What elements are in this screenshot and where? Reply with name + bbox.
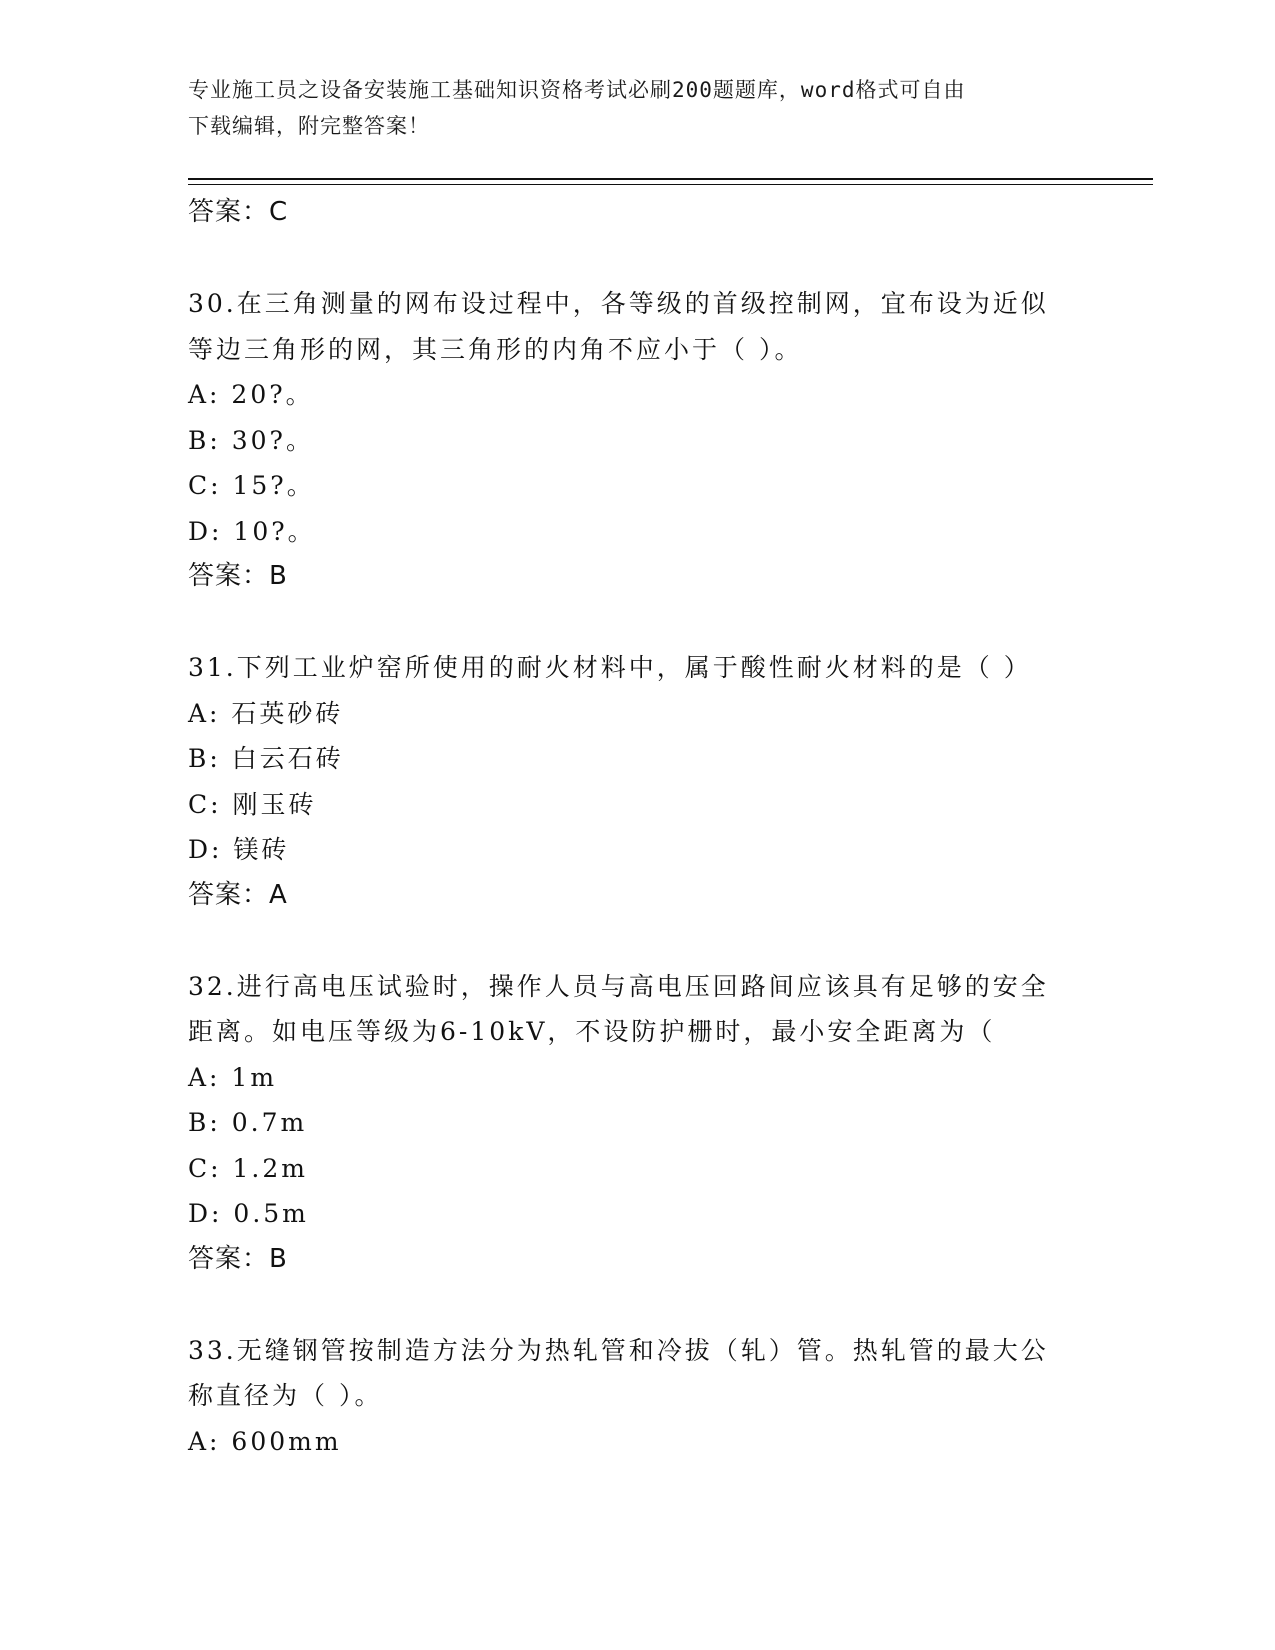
question-31: [188, 645, 1088, 918]
document-header: [188, 72, 1068, 144]
option-d: D: 10?。: [188, 516, 316, 546]
document-body: [188, 190, 1088, 1464]
question-stem-line: 32.进行高电压试验时，操作人员与高电压回路间应该具有足够的安全: [188, 971, 1049, 1001]
question-stem-line: 33.无缝钢管按制造方法分为热轧管和冷拔（轧）管。热轧管的最大公: [188, 1335, 1049, 1365]
option-a: A: 600mm: [188, 1426, 342, 1456]
spacer: [188, 1282, 1088, 1328]
option-c: C: 1.2m: [188, 1153, 308, 1183]
header-line-1: 专业施工员之设备安装施工基础知识资格考试必刷200题题库，word格式可自由: [188, 78, 966, 102]
option-b: B: 30?。: [188, 425, 314, 455]
option-c: C: 刚玉砖: [188, 789, 317, 819]
answer: 答案：B: [188, 561, 288, 591]
header-line-2: 下载编辑，附完整答案！: [188, 114, 430, 138]
option-a: A: 20?。: [188, 380, 314, 409]
header-divider-thin: [188, 184, 1153, 185]
option-b: B: 白云石砖: [188, 744, 344, 773]
option-a: A: 石英砂砖: [188, 698, 344, 728]
spacer: [188, 236, 1088, 282]
question-stem-line: 距离。如电压等级为6-10kV，不设防护栅时，最小安全距离为（: [188, 1017, 996, 1046]
option-b: B: 0.7m: [188, 1108, 308, 1137]
answer: 答案：B: [188, 1243, 288, 1274]
question-stem-line: 称直径为（ ）。: [188, 1381, 383, 1410]
previous-answer: 答案：C: [188, 197, 289, 227]
question-stem-line: 30.在三角测量的网布设过程中，各等级的首级控制网，宜布设为近似: [188, 289, 1049, 318]
question-stem-line: 31.下列工业炉窑所使用的耐火材料中，属于酸性耐火材料的是（ ）: [188, 653, 1032, 682]
answer: 答案：A: [188, 879, 288, 910]
spacer: [188, 918, 1088, 964]
option-d: D: 镁砖: [188, 835, 290, 864]
option-c: C: 15?。: [188, 471, 315, 500]
question-stem-line: 等边三角形的网，其三角形的内角不应小于（ ）。: [188, 334, 803, 364]
question-33: [188, 1328, 1088, 1465]
question-30: [188, 281, 1088, 600]
header-divider-thick: [188, 178, 1153, 180]
option-a: A: 1m: [188, 1062, 278, 1092]
option-d: D: 0.5m: [188, 1199, 309, 1228]
spacer: [188, 600, 1088, 646]
question-32: [188, 964, 1088, 1283]
